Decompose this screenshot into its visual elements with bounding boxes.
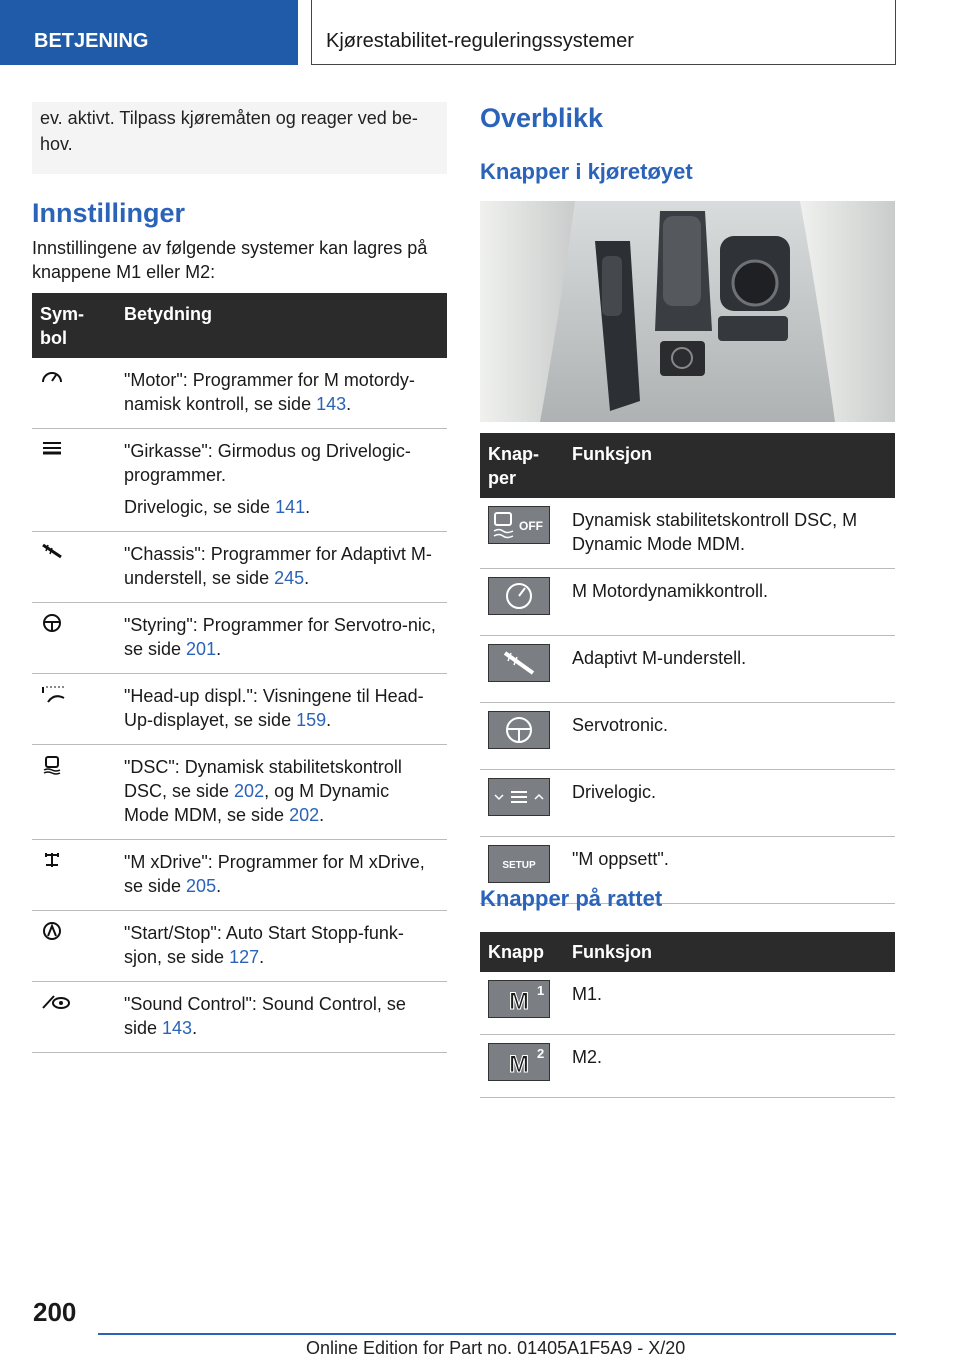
table-row: "Motor": Programmer for M motordy-namisk kontroll, se side 143. [32,358,447,429]
svg-text:M: M [509,988,529,1015]
svg-text:SETUP: SETUP [502,860,536,871]
note-box: ev. aktivt. Tilpass kjøremåten og reager ved be-hov. [32,102,447,174]
center-console-photo [480,201,895,422]
table-row: "Styring": Programmer for Servotro-nic, se side 201. [32,603,447,674]
table-row: "DSC": Dynamisk stabilitetskontroll DSC, se side 202, og M Dynamic Mode MDM, se side 202. [32,745,447,840]
table-row: "Girkasse": Girmodus og Drivelogic-programmer. Drivelogic, se side 141. [32,429,447,532]
drivelogic-button-icon [488,778,550,816]
table-row: "Chassis": Programmer for Adaptivt M-understell, se side 245. [32,532,447,603]
symbols-table [32,293,447,1053]
col-buttons: Knap-per [480,433,564,498]
table-row: "Start/Stop": Auto Start Stopp-funk-sjon, se side 127. [32,911,447,982]
servotronic-button-icon [488,711,550,749]
page-link[interactable]: 202 [289,805,320,825]
footer-divider [98,1333,896,1335]
table-row: OFF Dynamisk stabilitetskontroll DSC, M Dynamic Mode MDM. [480,498,895,569]
page-link[interactable]: 143 [316,394,347,414]
col-meaning: Betydning [116,293,447,358]
table-row: Drivelogic. [480,770,895,837]
sound-control-icon [40,992,72,1012]
m1-button-icon [488,980,550,1018]
start-stop-icon [40,921,64,941]
page-number: 200 [33,1297,77,1327]
steering-buttons-table [480,932,895,1098]
page-link[interactable]: 127 [229,947,260,967]
xdrive-icon [40,850,64,870]
dsc-icon [40,755,64,775]
motor-dynamics-button-icon [488,577,550,615]
col-symbol: Sym-bol [32,293,116,358]
col-function: Funksjon [564,932,895,972]
col-button: Knapp [480,932,564,972]
m2-button-icon [488,1043,550,1081]
table-row: "Head-up displ.": Visningene til Head-Up-displayet, se side 159. [32,674,447,745]
gearbox-icon [40,439,64,457]
adaptive-chassis-button-icon [488,644,550,682]
setup-button-icon [488,845,550,883]
page-link[interactable]: 143 [162,1018,193,1038]
table-row: Adaptivt M-understell. [480,636,895,703]
gauge-icon [40,368,64,386]
overview-heading: Overblikk [480,103,604,133]
col-function: Funksjon [564,433,895,498]
svg-text:OFF: OFF [519,519,543,533]
svg-text:1: 1 [537,983,545,998]
table-row: "Sound Control": Sound Control, se side 143. [32,982,447,1053]
table-row: M 2 M2. [480,1035,895,1098]
page-link[interactable]: 201 [186,639,217,659]
table-row: "M xDrive": Programmer for M xDrive, se side 205. [32,840,447,911]
table-row: SETUP "M oppsett". [480,837,895,904]
settings-intro: Innstillingene av følgende systemer kan lagres på knappene M1 eller M2: [32,238,428,282]
dsc-off-button-icon [488,506,550,544]
header-section: BETJENING [0,0,298,65]
vehicle-buttons-table [480,433,895,904]
page-link[interactable]: 245 [274,568,305,588]
vehicle-buttons-heading: Knapper i kjøretøyet [480,159,693,184]
footer-edition: Online Edition for Part no. 01405A1F5A9 - X/20 [306,1338,686,1358]
page-link[interactable]: 205 [186,876,217,896]
table-row: Servotronic. [480,703,895,770]
page-link[interactable]: 141 [275,497,306,517]
table-row: M 1 M1. [480,972,895,1035]
head-up-display-icon [40,684,68,704]
page-link[interactable]: 202 [234,781,265,801]
svg-text:2: 2 [537,1046,545,1061]
steering-wheel-icon [40,613,64,633]
shock-absorber-icon [40,542,64,560]
settings-heading: Innstillinger [32,198,186,228]
header-title: Kjørestabilitet-reguleringssystemer [311,0,896,65]
page-link[interactable]: 159 [296,710,327,730]
table-row: M Motordynamikkontroll. [480,569,895,636]
svg-text:M: M [509,1051,529,1078]
steering-buttons-heading: Knapper på rattet [480,886,663,911]
